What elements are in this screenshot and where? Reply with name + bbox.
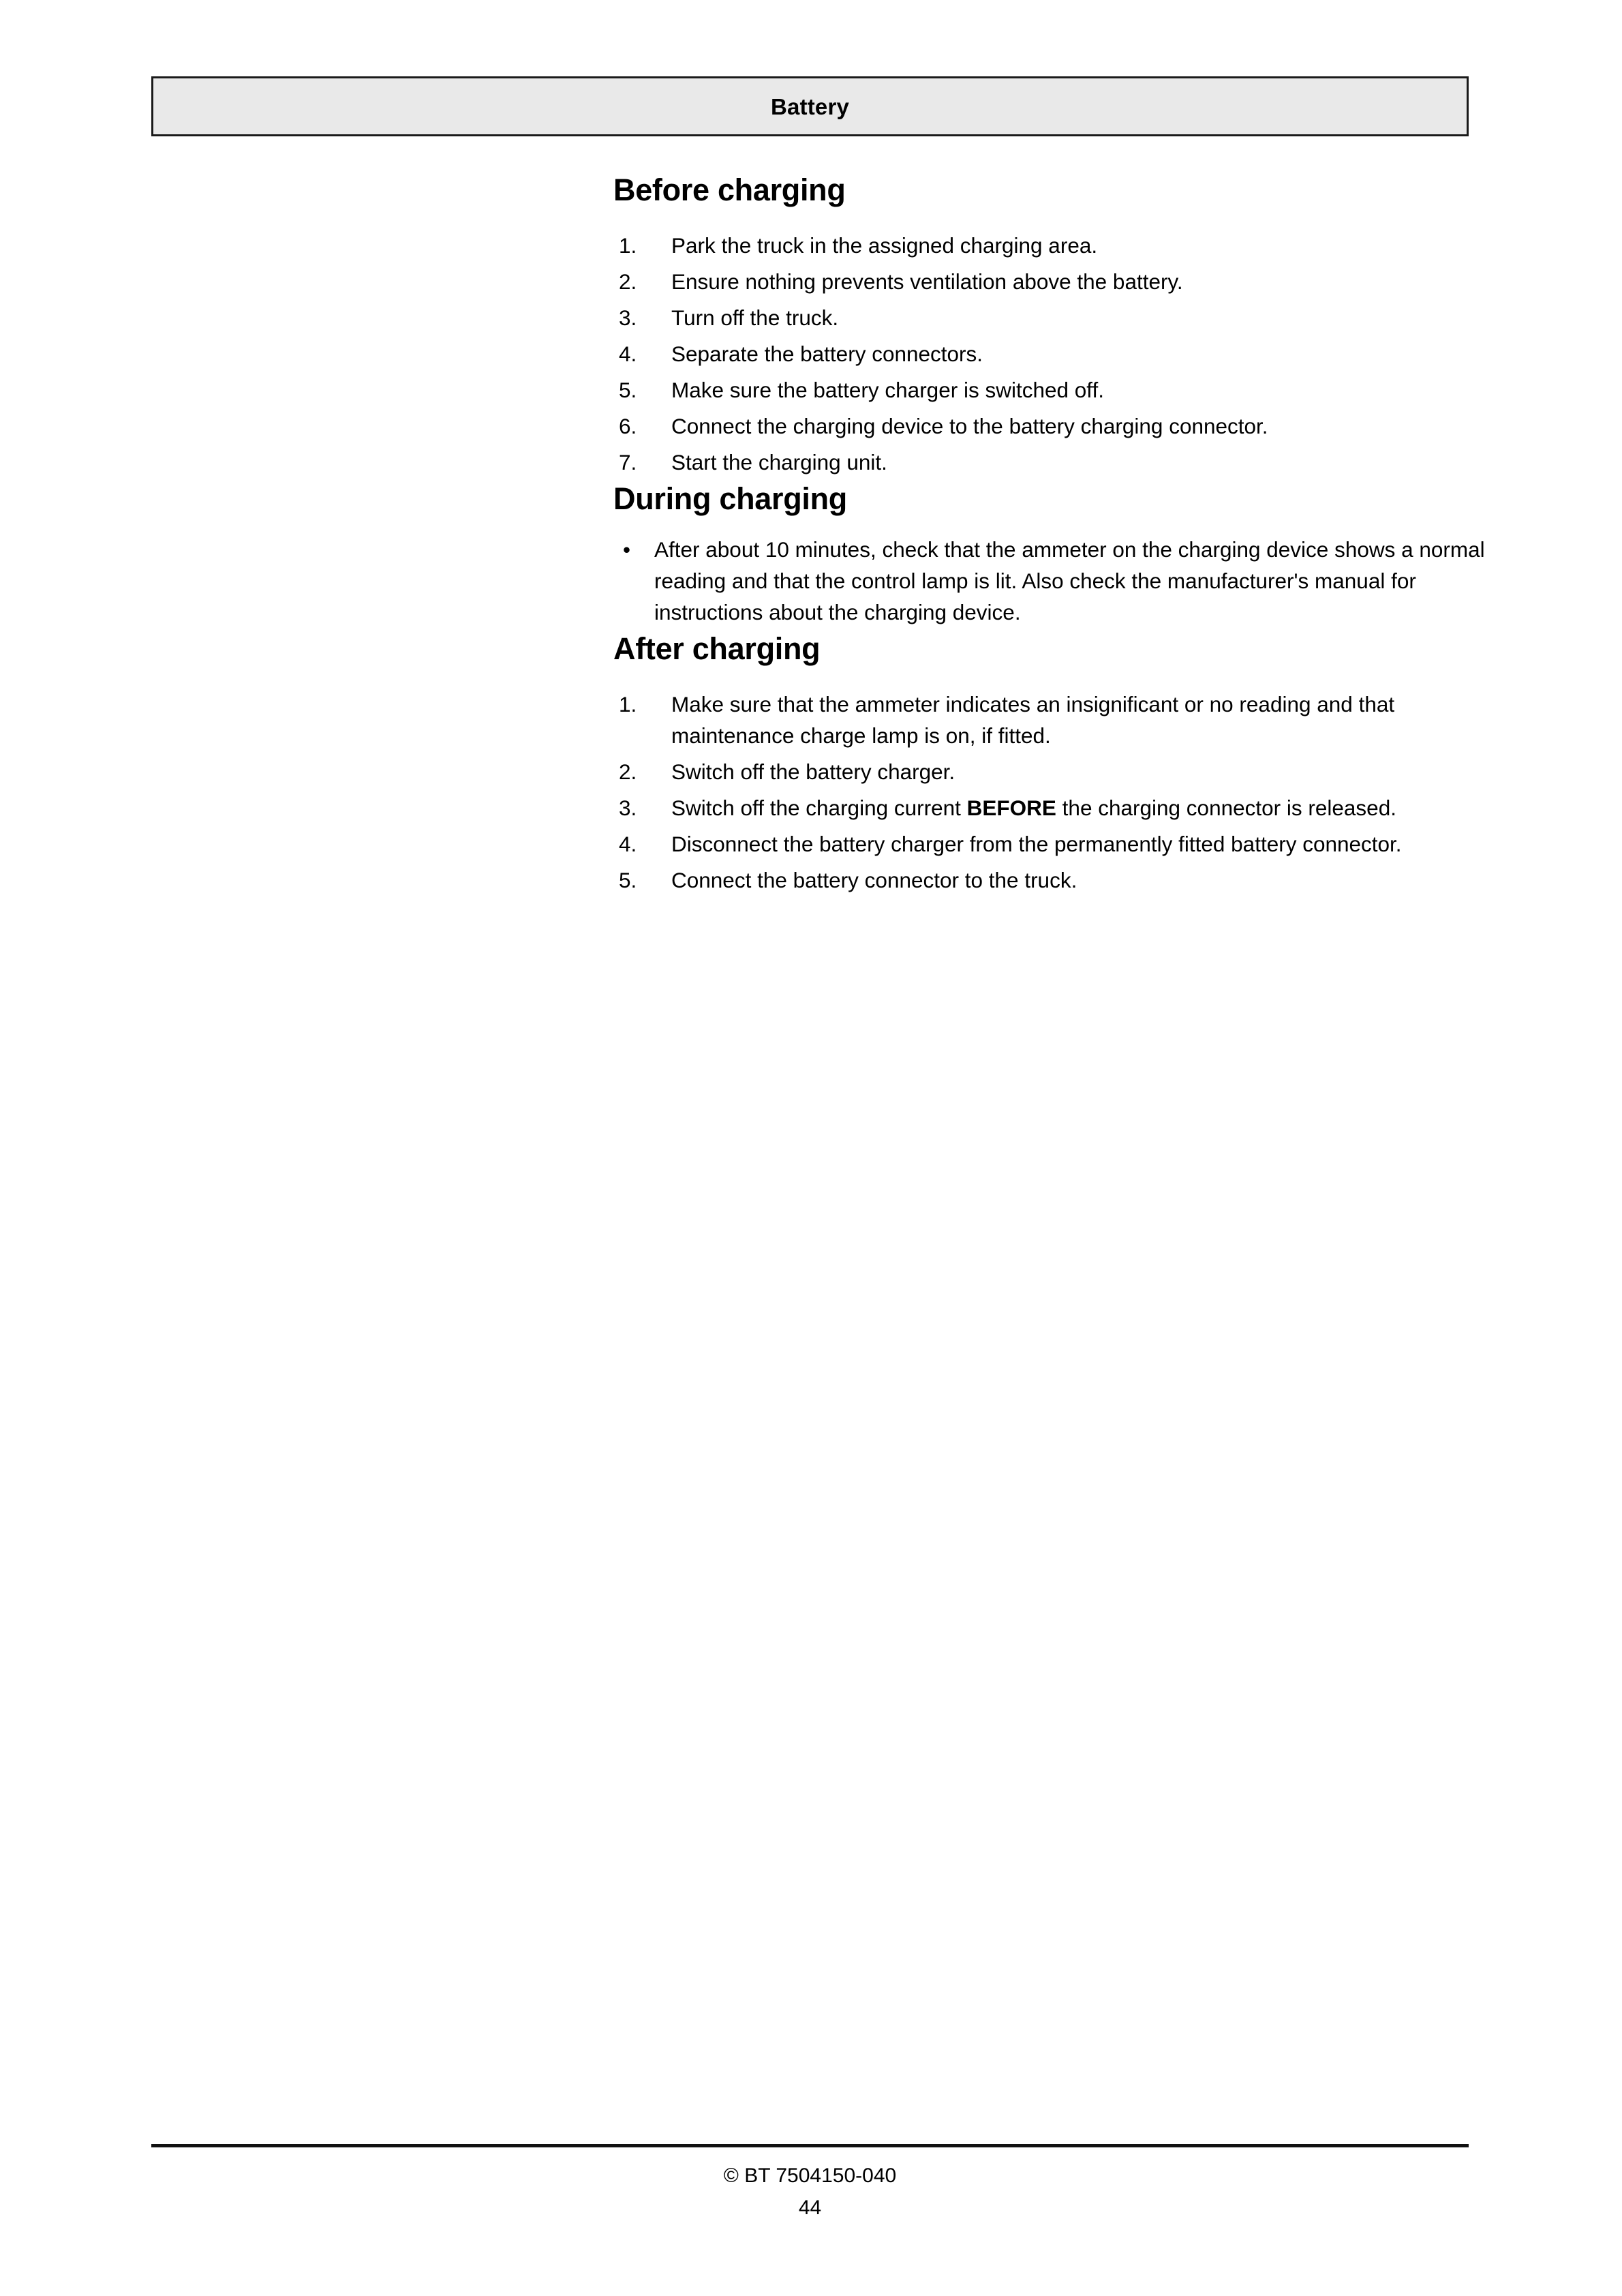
page-footer: [151, 2160, 1469, 2224]
list-item: [613, 864, 1486, 896]
list-item: [613, 374, 1486, 406]
section-heading-during-charging: During charging: [613, 481, 847, 516]
list-before-charging: [613, 230, 1486, 478]
emphasis-before: BEFORE: [966, 796, 1056, 821]
section-heading-after-charging: After charging: [613, 631, 821, 667]
list-item-text: Make sure the battery charger is switched off.: [671, 377, 1104, 402]
list-marker: 1.: [619, 232, 637, 258]
list-item-text: Switch off the battery charger.: [671, 759, 955, 785]
footer-divider: [151, 2144, 1469, 2147]
list-item: [613, 756, 1486, 787]
list-marker: 1.: [619, 692, 637, 717]
list-item: [613, 534, 1486, 628]
list-after-charging: [613, 689, 1486, 896]
list-item: [613, 447, 1486, 478]
list-item-text: Connect the battery connector to the truck.: [671, 868, 1077, 893]
list-item: [613, 689, 1486, 751]
list-marker: 2.: [619, 269, 637, 294]
list-item-text: Make sure that the ammeter indicates an insignificant or no reading and that maintenance charge lamp is on, if fitted.: [671, 692, 1395, 749]
list-marker: 3.: [619, 305, 637, 330]
list-item-text: Turn off the truck.: [671, 305, 839, 330]
list-during-charging: [613, 534, 1486, 628]
list-item: [613, 410, 1486, 442]
bullet-icon: •: [623, 537, 631, 562]
list-item-text: Start the charging unit.: [671, 449, 887, 474]
list-marker: 4.: [619, 832, 637, 857]
list-item-text: Separate the battery connectors.: [671, 341, 983, 366]
list-marker: 5.: [619, 377, 637, 402]
list-marker: 2.: [619, 759, 637, 785]
list-item-text: After about 10 minutes, check that the ammeter on the charging device shows a normal reading and that the control lamp is lit. Also check the manufacturer's manual for instructions about the charging device.: [654, 537, 1485, 625]
list-item-text: Park the truck in the assigned charging area.: [671, 232, 1098, 258]
running-header: [151, 76, 1469, 136]
document-body: [613, 174, 1486, 901]
list-marker: 3.: [619, 796, 637, 821]
footer-copyright: © BT 7504150-040: [723, 2164, 897, 2187]
list-item: [613, 266, 1486, 297]
footer-page-number: 44: [798, 2196, 822, 2219]
list-marker: 4.: [619, 341, 637, 366]
list-item-text: [671, 796, 1396, 820]
list-item: [613, 302, 1486, 333]
list-marker: 6.: [619, 413, 637, 438]
section-heading-before-charging: Before charging: [613, 172, 846, 207]
list-item-text: Ensure nothing prevents ventilation above the battery.: [671, 269, 1183, 294]
list-item: [613, 230, 1486, 261]
running-header-title: Battery: [770, 93, 850, 119]
list-item: [613, 828, 1486, 860]
list-item-text: Disconnect the battery charger from the permanently fitted battery connector.: [671, 832, 1402, 857]
list-item-text-after: the charging connector is released.: [1056, 796, 1396, 821]
list-item-text-before: Switch off the charging current: [671, 796, 967, 821]
list-marker: 7.: [619, 449, 637, 474]
list-marker: 5.: [619, 868, 637, 893]
list-item: [613, 792, 1486, 824]
list-item-text: Connect the charging device to the battery charging connector.: [671, 413, 1268, 438]
list-item: [613, 338, 1486, 369]
